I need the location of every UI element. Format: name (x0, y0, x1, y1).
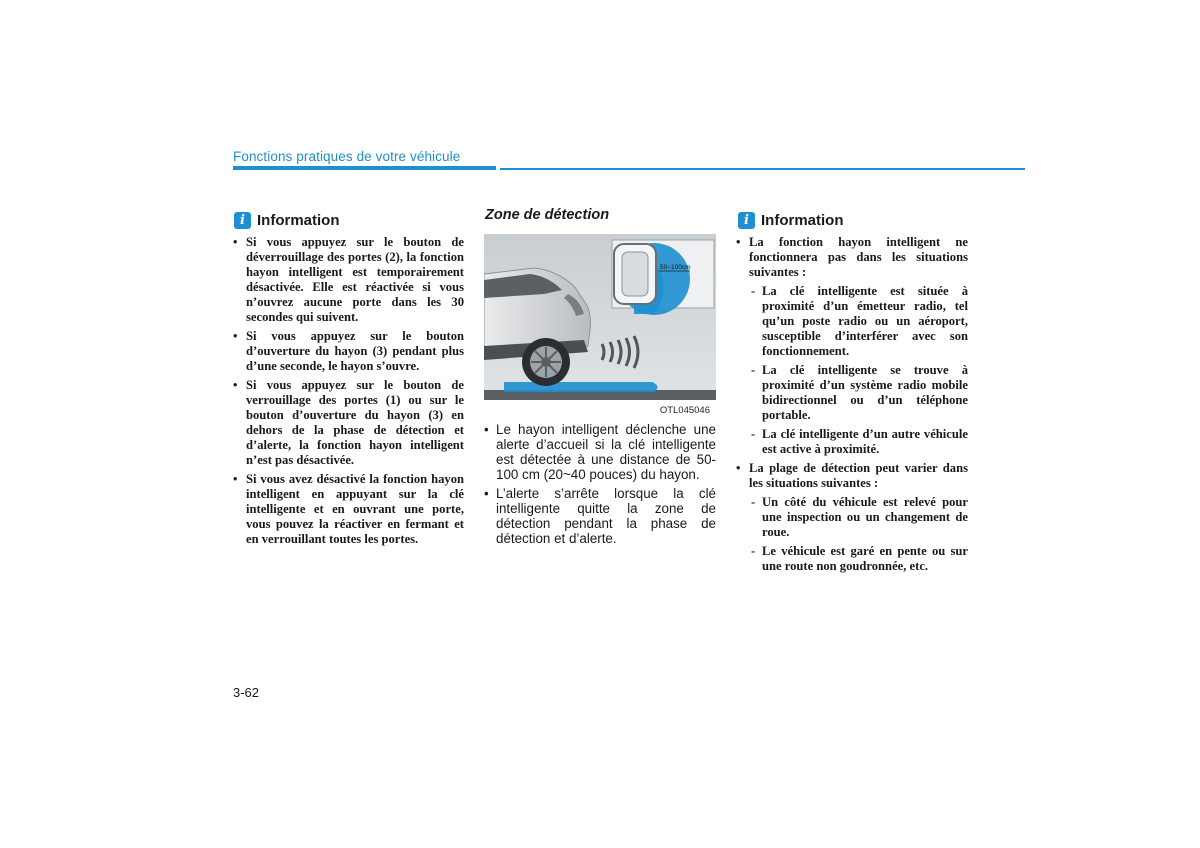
list-item (736, 235, 968, 457)
list-item: • Le hayon intelligent déclenche une alerte d’accueil si la clé intelligente est détectée à une distance de 50-100 cm (20~40 pouces) du hayon. (484, 422, 716, 482)
sub-list-item: - La clé intelligente se trouve à proximité d’un système radio mobile bidirectionnel ou d’un téléphone portable. (749, 363, 968, 423)
sub-list-item: - Un côté du véhicule est relevé pour une inspection ou un changement de roue. (749, 495, 968, 540)
info-heading-left (234, 212, 340, 229)
page-number: 3-62 (233, 685, 260, 700)
detection-zone-illustration (484, 234, 716, 419)
info-heading-label: Information (257, 212, 340, 229)
list-item-text: La fonction hayon intelligent ne fonctionnera pas dans les situations suivantes : (749, 235, 968, 279)
list-item: • Si vous appuyez sur le bouton d’ouverture du hayon (3) pendant plus d’une seconde, le hayon s’ouvre. (233, 329, 464, 374)
sub-list (749, 284, 968, 457)
list-item: • Si vous appuyez sur le bouton de verrouillage des portes (1) ou sur le bouton d’ouverture du hayon (3) en dehors de la phase de détection et d’alerte, la fonction hayon intelligent n’est pas désactivée. (233, 378, 464, 468)
detection-zone-figure (484, 234, 716, 419)
header-rule-accent (233, 166, 496, 170)
detection-zone-list (484, 422, 716, 550)
list-item: • Si vous avez désactivé la fonction hayon intelligent en appuyant sur la clé intelligente et en ouvrant une porte, vous pouvez la réactiver en fermant et en verrouillant toutes les portes. (233, 472, 464, 547)
sub-list-item: - La clé intelligente est située à proximité d’un émetteur radio, tel qu’un poste radio ou un aéroport, susceptible d’interférer avec son fonctionnement. (749, 284, 968, 359)
list-item: • L’alerte s’arrête lorsque la clé intelligente quitte la zone de détection pendant la phase de détection et d’alerte. (484, 486, 716, 546)
list-item-text: La plage de détection peut varier dans les situations suivantes : (749, 461, 968, 490)
list-item: • Si vous appuyez sur le bouton de déverrouillage des portes (2), la fonction hayon intelligent est temporairement désactivée. Elle est réactivée si vous n’ouvrez aucune porte dans les 30 secondes qui suivent. (233, 235, 464, 325)
info-heading-label: Information (761, 212, 844, 229)
section-header-title: Fonctions pratiques de votre véhicule (233, 149, 461, 164)
header-rule (500, 168, 1025, 170)
sub-list-item: - La clé intelligente d’un autre véhicule est active à proximité. (749, 427, 968, 457)
sub-list (749, 495, 968, 574)
info-list-right (736, 235, 968, 578)
info-heading-right (738, 212, 844, 229)
range-label: 50~100cm (660, 264, 691, 271)
sub-list-item: - Le véhicule est garé en pente ou sur une route non goudronnée, etc. (749, 544, 968, 574)
list-item (736, 461, 968, 574)
section-title: Zone de détection (485, 207, 610, 223)
info-icon: i (738, 212, 755, 229)
info-icon: i (234, 212, 251, 229)
figure-code: OTL045046 (659, 405, 710, 416)
info-list-left (233, 235, 464, 551)
